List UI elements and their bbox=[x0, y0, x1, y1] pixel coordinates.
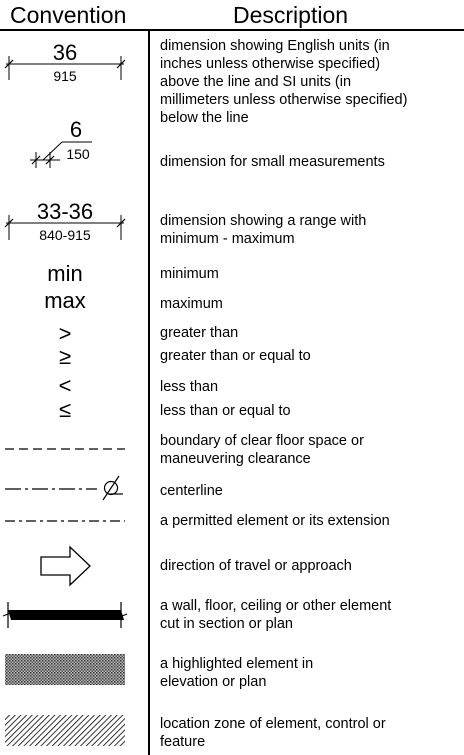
stippled-rectangle bbox=[5, 654, 125, 685]
desc-minimum: minimum bbox=[160, 266, 219, 282]
range-top-value: 33-36 bbox=[36, 199, 94, 224]
small-dimension-symbol bbox=[30, 117, 92, 168]
max-symbol: max bbox=[44, 288, 86, 313]
desc-greater-than: greater than bbox=[160, 325, 239, 341]
thick-wall-line bbox=[3, 602, 127, 628]
less-than-symbol: < bbox=[58, 373, 72, 398]
desc-centerline: centerline bbox=[160, 483, 223, 499]
desc-range-dimension: dimension showing a range with minimum - maximum bbox=[160, 213, 367, 247]
desc-permitted-element: a permitted element or its extension bbox=[160, 513, 390, 529]
dimension-bottom-value: 915 bbox=[53, 68, 77, 84]
desc-clear-floor-boundary: boundary of clear floor space or maneuvering clearance bbox=[160, 433, 364, 467]
desc-wall-cut: a wall, floor, ceiling or other element cut in section or plan bbox=[160, 598, 392, 632]
arrow-icon bbox=[41, 547, 90, 585]
greater-than-or-equal-symbol: ≥ bbox=[58, 344, 72, 369]
desc-highlighted-element: a highlighted element in elevation or plan bbox=[160, 656, 314, 690]
desc-small-dimension: dimension for small measurements bbox=[160, 154, 385, 170]
min-symbol: min bbox=[47, 261, 83, 286]
desc-less-than: less than bbox=[160, 379, 219, 395]
small-dimension-top-value: 6 bbox=[69, 117, 83, 142]
desc-direction-of-travel: direction of travel or approach bbox=[160, 558, 352, 574]
header-description: Description bbox=[233, 2, 349, 28]
desc-maximum: maximum bbox=[160, 296, 223, 312]
desc-less-than-or-equal: less than or equal to bbox=[160, 403, 291, 419]
less-than-or-equal-symbol: ≤ bbox=[58, 397, 72, 422]
greater-than-symbol: > bbox=[58, 321, 72, 346]
centerline-symbol bbox=[5, 476, 123, 500]
desc-greater-than-or-equal: greater than or equal to bbox=[160, 348, 311, 364]
dimension-english-si-symbol bbox=[5, 40, 125, 84]
header-convention: Convention bbox=[10, 2, 127, 28]
dimension-top-value: 36 bbox=[52, 40, 78, 65]
desc-location-zone: location zone of element, control or feature bbox=[160, 716, 386, 750]
range-bottom-value: 840-915 bbox=[39, 227, 91, 243]
hatched-rectangle bbox=[5, 715, 125, 746]
range-dimension-symbol bbox=[5, 199, 125, 243]
desc-dimension-english-si: dimension showing English units (in inches unless otherwise specified) above the line and SI units (in millimeters unless otherwise specified) below the line bbox=[160, 38, 408, 126]
small-dimension-bottom-value: 150 bbox=[66, 146, 90, 162]
